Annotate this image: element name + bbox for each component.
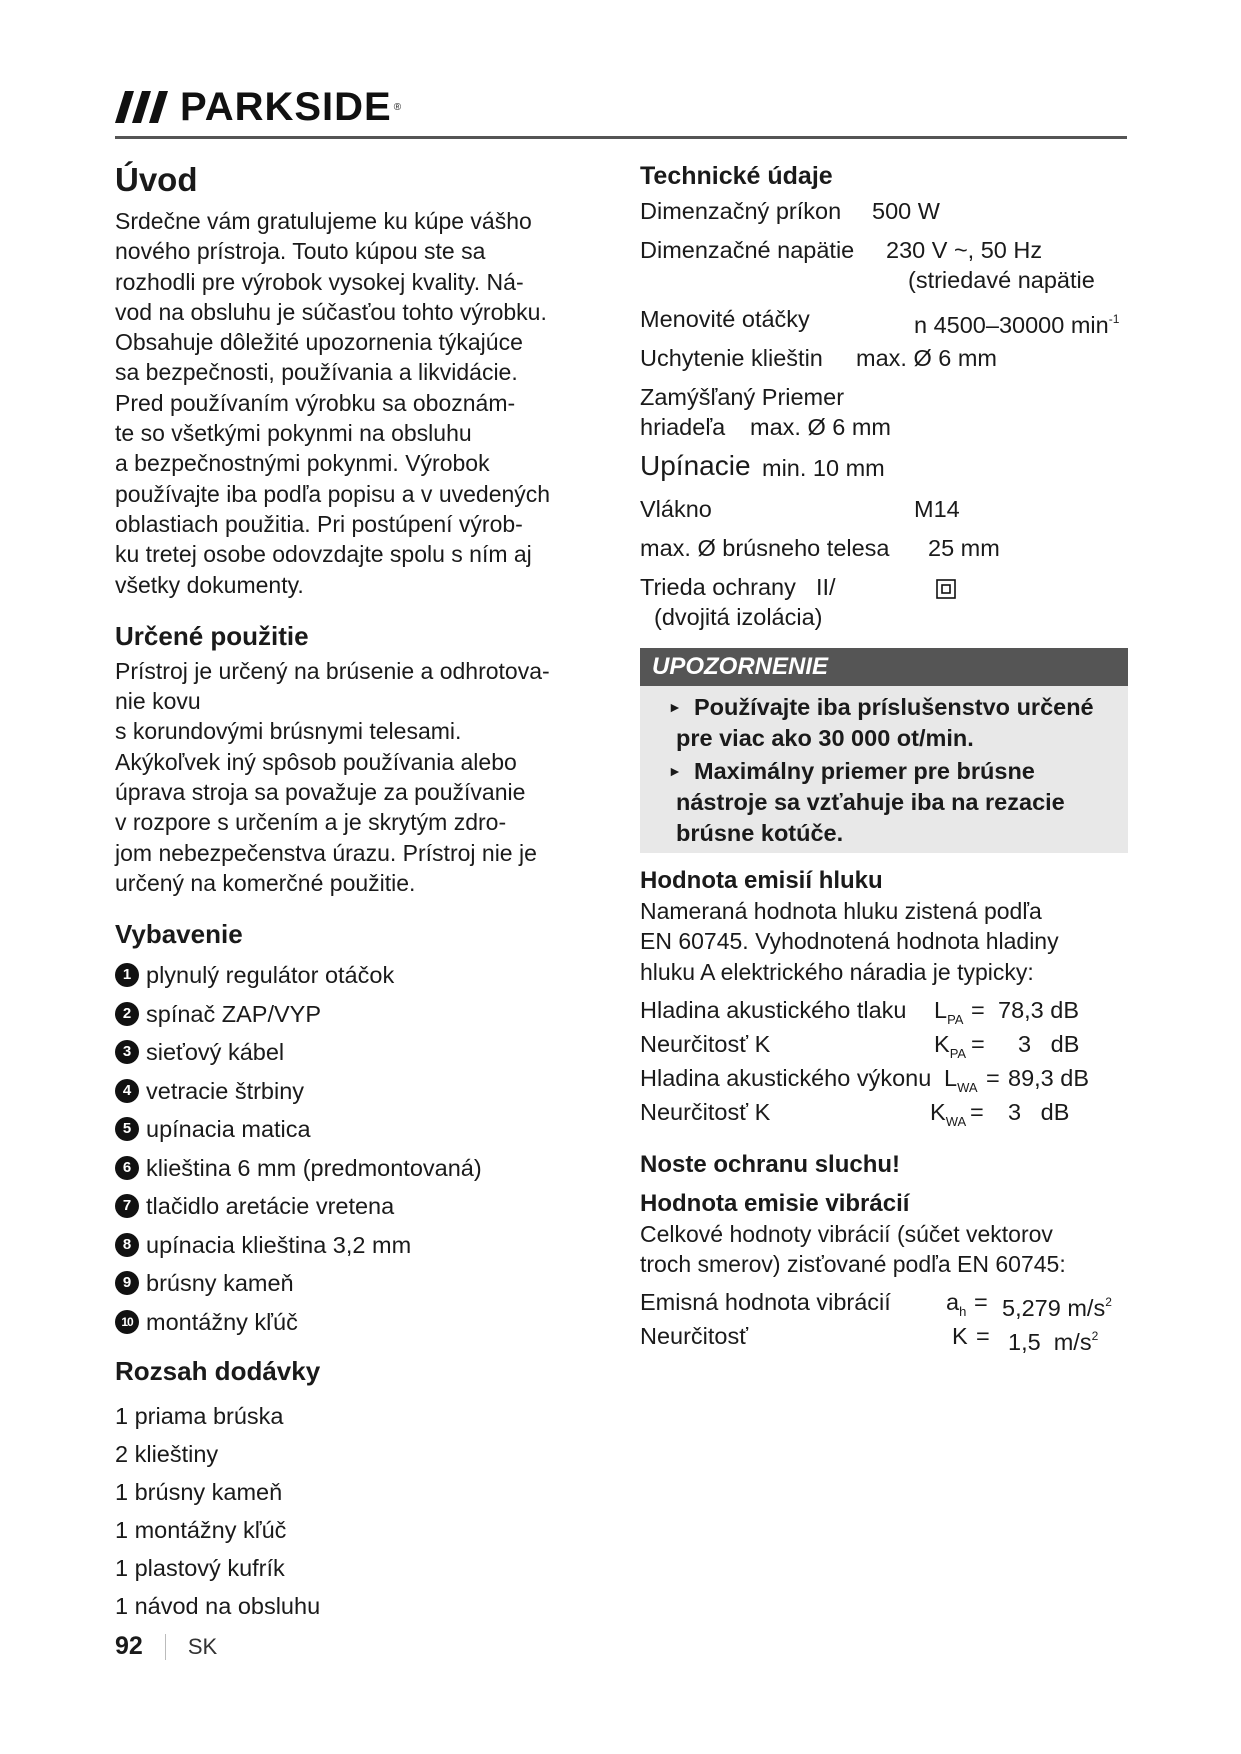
tech-label: Uchytenie klieštin: [640, 345, 823, 371]
equipment-item-text: upínacia klieština 3,2 mm: [146, 1231, 412, 1258]
tech-value: max. Ø 6 mm: [856, 345, 998, 371]
tech-row-clamp: [640, 451, 1128, 485]
equipment-item-text: spínač ZAP/VYP: [146, 1000, 322, 1027]
left-column: [115, 160, 595, 1625]
value-text: 5,279 m/s: [1002, 1295, 1106, 1322]
noise-line: hluku A elektrického náradia je typicky:: [640, 958, 1034, 985]
tech-value: 230 V ~, 50 Hz: [886, 237, 1043, 263]
arrow-right-icon: ►: [668, 763, 682, 779]
noise-value: 3 dB: [1018, 1030, 1080, 1057]
noise-value: 78,3 dB: [998, 996, 1080, 1023]
equipment-title: Vybavenie: [115, 919, 243, 950]
equipment-item: [115, 1264, 595, 1303]
intended-line: jom nebezpečenstva úrazu. Prístroj nie je: [115, 839, 537, 866]
tech-label: Vlákno: [640, 496, 712, 522]
symbol-subscript: WA: [957, 1079, 978, 1095]
vibration-row: [640, 1285, 1128, 1322]
symbol-subscript: h: [959, 1304, 967, 1320]
intro-line: vod na obsluhu je súčasťou tohto výrobku.: [115, 298, 547, 325]
warning-item: [668, 756, 1120, 849]
noise-value: 89,3 dB: [1008, 1064, 1090, 1091]
equipment-item: [115, 1110, 595, 1149]
noise-title: Hodnota emisií hluku: [640, 867, 883, 894]
intended-line: nie kovu: [115, 688, 201, 715]
noise-line: Nameraná hodnota hluku zistená podľa: [640, 898, 1042, 924]
noise-line: EN 60745. Vyhodnotená hodnota hladiny: [640, 928, 1059, 955]
intro-line: te so všetkými pokynmi na obsluhu: [115, 420, 472, 447]
scope-item: 1 montážny kľúč: [115, 1517, 287, 1544]
equipment-item-text: klieština 6 mm (predmontovaná): [146, 1154, 482, 1181]
intro-line: Obsahuje dôležité upozornenia týkajúce: [115, 329, 523, 356]
scope-item: 2 klieštiny: [115, 1441, 219, 1468]
scope-item: 1 brúsny kameň: [115, 1479, 283, 1506]
scope-item: 1 plastový kufrík: [115, 1555, 285, 1582]
symbol-letter: a: [946, 1289, 960, 1316]
speed-value: n 4500–30000 min: [914, 312, 1109, 338]
equals-sign: =: [971, 996, 985, 1023]
intro-line: sa bezpečnosti, používania a likvidácie.: [115, 359, 518, 386]
tech-label: Upínacie: [640, 450, 751, 481]
tech-row-shaft-2: [640, 412, 1128, 442]
intro-line: rozhodli pre výrobok vysokej kvality. Ná-: [115, 268, 524, 295]
vibration-value: [1008, 1319, 1098, 1359]
tech-value: max. Ø 6 mm: [750, 414, 892, 440]
warning-line: pre viac ako 30 000 ot/min.: [676, 725, 974, 751]
warning-box: [640, 648, 1128, 853]
tech-row-class-note: [640, 602, 1128, 632]
tech-row-collet: [640, 343, 1128, 373]
tech-value: [914, 304, 1119, 340]
equipment-item-text: brúsny kameň: [146, 1270, 294, 1297]
intro-line: používajte iba podľa popisu a v uvedených: [115, 480, 551, 507]
symbol-letter: K: [930, 1098, 946, 1125]
tech-note: (striedavé napätie: [908, 267, 1095, 293]
tech-value: min. 10 mm: [762, 455, 885, 481]
footer-divider: [165, 1634, 166, 1660]
value-exponent: 2: [1091, 1329, 1099, 1344]
vibration-label: Neurčitosť: [640, 1323, 749, 1350]
tech-label: hriadeľa: [640, 414, 726, 440]
tech-label: Menovité otáčky: [640, 306, 810, 332]
intended-line: s korundovými brúsnymi telesami.: [115, 718, 462, 745]
item-number-badge: 1: [115, 963, 139, 987]
item-number-badge: 4: [115, 1079, 139, 1103]
equipment-item-text: sieťový kábel: [146, 1039, 285, 1066]
logo-slashes-icon: [115, 91, 170, 123]
intended-line: Prístroj je určený na brúsenie a odhrotova-: [115, 657, 550, 684]
equipment-item: [115, 1033, 595, 1072]
equipment-item-text: tlačidlo aretácie vretena: [146, 1193, 395, 1220]
page-footer: [115, 1632, 217, 1661]
equipment-item-text: upínacia matica: [146, 1116, 311, 1143]
scope-list: [115, 1397, 595, 1625]
noise-text: [640, 896, 1128, 987]
item-number-badge: 2: [115, 1002, 139, 1026]
intro-line: Pred používaním výrobku sa oboznám-: [115, 389, 516, 416]
intended-line: úprava stroja sa považuje za používanie: [115, 779, 526, 806]
page-header: [115, 84, 1127, 140]
intro-line: Srdečne vám gratulujeme ku kúpe vášho: [115, 208, 532, 234]
noise-value: 3 dB: [1008, 1098, 1070, 1125]
intended-line: Akýkoľvek iný spôsob používania alebo: [115, 748, 517, 775]
value-text: 1,5 m/s: [1008, 1329, 1092, 1356]
parkside-logo: [115, 84, 1127, 130]
symbol-letter: L: [934, 996, 948, 1023]
tech-row-class: [640, 572, 1128, 602]
header-divider: [115, 136, 1127, 139]
symbol-letter: K: [934, 1030, 950, 1057]
speed-exponent: -1: [1108, 312, 1120, 326]
noise-values: [640, 993, 1128, 1129]
hearing-protection-note: Noste ochranu sluchu!: [640, 1150, 901, 1178]
item-number-badge: 10: [115, 1310, 139, 1334]
noise-label: Hladina akustického výkonu: [640, 1064, 932, 1091]
tech-label: Dimenzačný príkon: [640, 198, 842, 224]
equals-sign: =: [974, 1289, 988, 1316]
scope-title: Rozsah dodávky: [115, 1356, 321, 1387]
warning-line: Používajte iba príslušenstvo určené: [694, 694, 1094, 720]
tech-row-shaft: [640, 382, 1128, 412]
warning-line: nástroje sa vzťahuje iba na rezacie: [676, 789, 1065, 815]
noise-row: [640, 993, 1128, 1027]
item-number-badge: 6: [115, 1156, 139, 1180]
arrow-right-icon: ►: [668, 699, 682, 715]
symbol-subscript: PA: [947, 1011, 964, 1027]
item-number-badge: 3: [115, 1040, 139, 1064]
tech-value: M14: [914, 496, 960, 522]
vibration-row: [640, 1319, 1128, 1356]
intro-line: oblastiach použitia. Pri postúpení výrob-: [115, 510, 523, 537]
noise-label: Neurčitosť K: [640, 1030, 771, 1057]
warning-line: Maximálny priemer pre brúsne: [694, 758, 1035, 784]
vibration-values: [640, 1285, 1128, 1356]
tech-row-thread: [640, 494, 1128, 524]
tech-label: Zamýšľaný Priemer: [640, 384, 845, 410]
page-number: 92: [115, 1632, 143, 1660]
warning-body: [640, 686, 1128, 853]
tech-data-title: Technické údaje: [640, 162, 833, 190]
language-code: SK: [187, 1633, 218, 1659]
item-number-badge: 9: [115, 1271, 139, 1295]
tech-value: 500 W: [872, 198, 940, 224]
intended-line: v rozpore s určením a je skrytým zdro-: [115, 809, 507, 836]
intended-use-title: Určené použitie: [115, 620, 309, 651]
vibration-line: Celkové hodnoty vibrácií (súčet vektorov: [640, 1220, 1053, 1247]
tech-row-speed: [640, 304, 1128, 338]
intro-title: Úvod: [115, 161, 198, 198]
equals-sign: =: [986, 1064, 1000, 1091]
vibration-title: Hodnota emisie vibrácií: [640, 1189, 910, 1217]
item-number-badge: 8: [115, 1233, 139, 1257]
scope-item: 1 návod na obsluhu: [115, 1593, 321, 1620]
intro-line: ku tretej osobe odovzdajte spolu s ním aj: [115, 541, 532, 568]
intro-line: a bezpečnostnými pokynmi. Výrobok: [115, 450, 490, 477]
brand-name: PARKSIDE: [180, 85, 392, 129]
brand-registered-mark: ®: [393, 101, 402, 113]
vibration-text: [640, 1219, 1128, 1280]
item-number-badge: 7: [115, 1194, 139, 1218]
symbol-letter: L: [944, 1064, 958, 1091]
tech-label: Dimenzačné napätie: [640, 237, 855, 263]
equipment-item: [115, 1226, 595, 1265]
item-number-badge: 5: [115, 1117, 139, 1141]
equipment-item: [115, 1187, 595, 1226]
vibration-label: Emisná hodnota vibrácií: [640, 1289, 891, 1316]
tech-note: (dvojitá izolácia): [654, 604, 823, 630]
tech-value: II/: [816, 574, 836, 600]
noise-label: Neurčitosť K: [640, 1098, 771, 1125]
tech-row-wheel: [640, 533, 1128, 563]
symbol-subscript: WA: [945, 1113, 967, 1129]
equals-sign: =: [971, 1030, 985, 1057]
intended-line: určený na komerčné použitie.: [115, 869, 416, 896]
symbol-subscript: PA: [949, 1045, 967, 1061]
warning-item: [668, 692, 1120, 754]
tech-row-power: [640, 196, 1128, 226]
equipment-item-text: vetracie štrbiny: [146, 1077, 305, 1104]
noise-row: [640, 1095, 1128, 1129]
noise-row: [640, 1027, 1128, 1061]
equipment-item-text: montážny kľúč: [146, 1308, 298, 1335]
equipment-item-text: plynulý regulátor otáčok: [146, 962, 395, 989]
vibration-line: troch smerov) zisťované podľa EN 60745:: [640, 1251, 1066, 1278]
scope-item: 1 priama brúska: [115, 1403, 284, 1430]
equals-sign: =: [970, 1098, 984, 1125]
equipment-list: [115, 956, 595, 1341]
noise-row: [640, 1061, 1128, 1095]
noise-label: Hladina akustického tlaku: [640, 996, 907, 1023]
tech-row-voltage: [640, 235, 1128, 265]
equipment-item: [115, 1303, 595, 1342]
tech-row-voltage-note: [640, 265, 1128, 295]
intro-text: [115, 206, 595, 600]
warning-title: UPOZORNENIE: [640, 648, 1128, 686]
tech-label: Trieda ochrany: [640, 574, 796, 600]
equipment-item: [115, 995, 595, 1034]
equipment-item: [115, 956, 595, 995]
equipment-item: [115, 1072, 595, 1111]
warning-line: brúsne kotúče.: [676, 820, 844, 846]
intro-line: nového prístroja. Touto kúpou ste sa: [115, 238, 486, 265]
tech-value: 25 mm: [928, 535, 1000, 561]
intro-line: všetky dokumenty.: [115, 571, 304, 598]
equals-sign: =: [976, 1323, 990, 1350]
noise-symbol: [930, 1095, 966, 1139]
equipment-item: [115, 1149, 595, 1188]
tech-label: max. Ø brúsneho telesa: [640, 535, 890, 561]
intended-use-text: [115, 656, 595, 898]
vibration-symbol: K: [952, 1323, 968, 1350]
tech-data-table: [640, 196, 1128, 632]
value-exponent: 2: [1105, 1295, 1112, 1310]
right-column: [640, 160, 1128, 1356]
